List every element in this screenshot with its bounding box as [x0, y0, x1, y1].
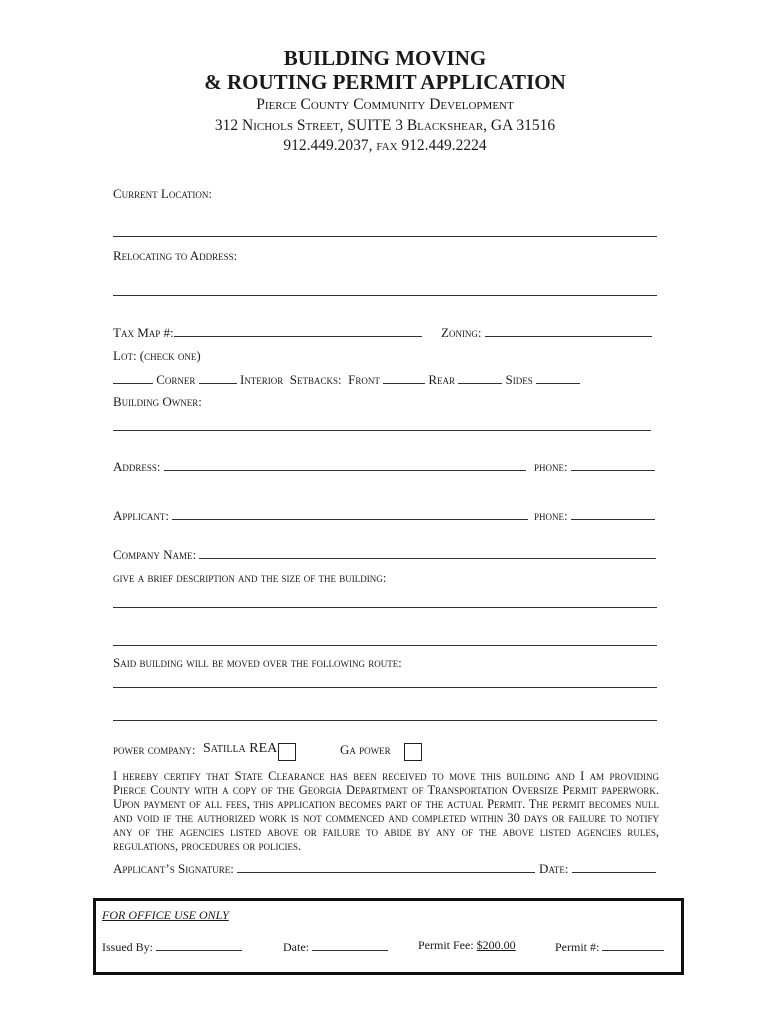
route-prompt: Said building will be moved over the following route: [113, 655, 402, 670]
department-phones: 912.449.2037, fax 912.449.2224 [283, 137, 487, 154]
sides-label: Sides [505, 372, 533, 387]
company-name-label: Company Name: [113, 547, 197, 562]
applicant-phone-label: phone: [534, 508, 568, 523]
tax-map-field[interactable] [174, 324, 422, 337]
signature-date-field[interactable] [572, 860, 656, 873]
route-line-2[interactable] [113, 720, 657, 721]
building-owner-line[interactable] [113, 430, 651, 431]
form-title-line1: BUILDING MOVING [283, 46, 487, 70]
applicant-label: Applicant: [113, 508, 170, 523]
signature-label: Applicant’s Signature: [113, 861, 234, 876]
owner-phone-row [534, 458, 655, 475]
office-date-row [283, 938, 388, 955]
front-field[interactable] [383, 371, 425, 384]
permit-number-label: Permit #: [555, 940, 600, 954]
power-company-label: power company: [113, 742, 196, 757]
zoning-field[interactable] [485, 324, 652, 337]
tax-map-row [113, 324, 422, 341]
description-line-2[interactable] [113, 645, 657, 646]
department-address: 312 Nichols Street, SUITE 3 Blackshear, GA 31516 [214, 117, 556, 134]
sides-field[interactable] [536, 371, 580, 384]
signature-date-label: Date: [539, 861, 569, 876]
satilla-checkbox[interactable] [278, 743, 296, 761]
front-label: Front [348, 372, 380, 387]
office-use-heading: FOR OFFICE USE ONLY [102, 908, 229, 922]
route-line-1[interactable] [113, 687, 657, 688]
zoning-label: Zoning: [441, 325, 482, 340]
office-date-label: Date: [283, 940, 309, 954]
address-field[interactable] [164, 458, 526, 471]
applicant-field[interactable] [172, 507, 528, 520]
satilla-label: Satilla REA [203, 741, 278, 756]
applicant-phone-row [534, 507, 655, 524]
relocating-address-line[interactable] [113, 295, 657, 296]
lot-setbacks-row [113, 371, 580, 388]
permit-fee-row [418, 938, 516, 953]
permit-fee-label: Permit Fee: [418, 938, 474, 952]
zoning-row [441, 324, 652, 341]
issued-by-field[interactable] [156, 938, 242, 951]
tax-map-label: Tax Map #: [113, 325, 174, 340]
relocating-address-label: Relocating to Address: [113, 248, 238, 263]
owner-phone-field[interactable] [571, 458, 655, 471]
rear-field[interactable] [458, 371, 502, 384]
setbacks-label: Setbacks: [289, 372, 342, 387]
lot-label: Lot: (check one) [113, 348, 201, 363]
office-date-field[interactable] [312, 938, 388, 951]
owner-phone-label: phone: [534, 459, 568, 474]
corner-label: Corner [156, 372, 196, 387]
issued-by-label: Issued By: [102, 940, 153, 954]
description-line-1[interactable] [113, 607, 657, 608]
company-name-row [113, 546, 656, 563]
rear-label: Rear [428, 372, 456, 387]
company-name-field[interactable] [199, 546, 656, 559]
permit-fee-value: $200.00 [476, 938, 516, 952]
applicant-phone-field[interactable] [571, 507, 655, 520]
signature-field[interactable] [237, 860, 535, 873]
address-row [113, 458, 526, 475]
permit-number-row [555, 938, 664, 955]
applicant-row [113, 507, 528, 524]
building-owner-label: Building Owner: [113, 394, 202, 409]
ga-power-checkbox[interactable] [404, 743, 422, 761]
signature-row [113, 860, 535, 877]
department-name: Pierce County Community Development [256, 96, 514, 113]
current-location-line[interactable] [113, 236, 657, 237]
form-title-line2: & ROUTING PERMIT APPLICATION [204, 70, 566, 94]
interior-label: Interior [239, 372, 284, 387]
issued-by-row [102, 938, 242, 955]
address-label: Address: [113, 459, 161, 474]
office-use-box [93, 898, 684, 975]
ga-power-label: Ga power [340, 742, 391, 757]
corner-field[interactable] [113, 371, 153, 384]
description-prompt: give a brief description and the size of the building: [113, 570, 387, 585]
permit-number-field[interactable] [602, 938, 664, 951]
current-location-label: Current Location: [113, 186, 212, 201]
signature-date-row [539, 860, 656, 877]
interior-field[interactable] [199, 371, 237, 384]
certification-paragraph: I hereby certify that State Clearance has been received to move this building and I am providing Pierce County with a copy of the Georgia Department of Transportation Oversize Permit paperwork. Upon payment of all fees, this application becomes part of the actual Permit. The permit becomes null and void if the authorized work is not commenced and completed within 30 days or failure to notify any of the agencies listed above or failure to abide by any of the above listed agencies rules, regulations, procedures or policies. [113, 769, 659, 853]
